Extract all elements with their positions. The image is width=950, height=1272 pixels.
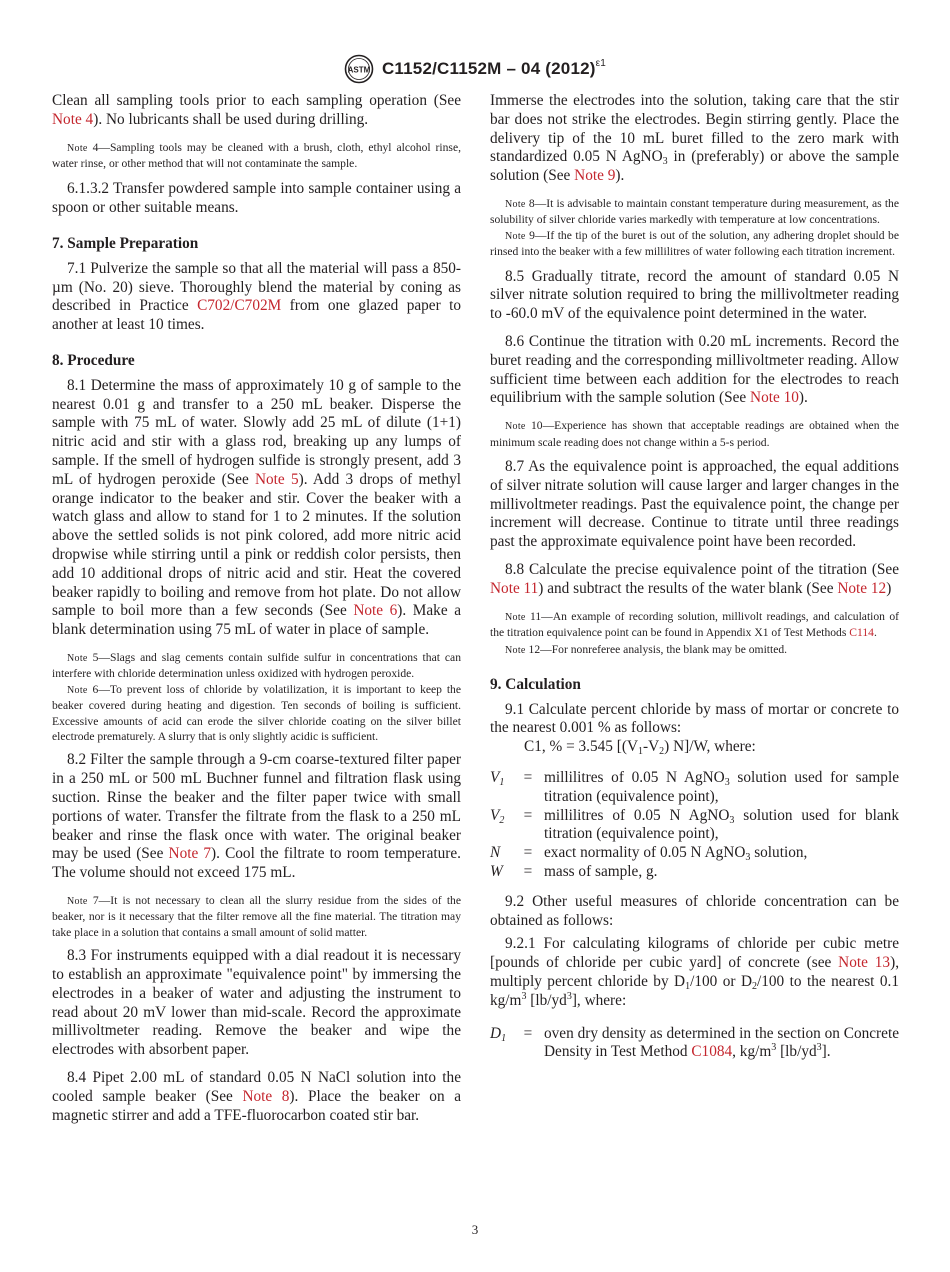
link-note-10[interactable]: Note 10 <box>750 389 799 407</box>
chloride-formula: C1, % = 3.545 [$(V_1-V_2)$ N]/W, where: <box>524 738 756 758</box>
link-note-7[interactable]: Note 7 <box>168 845 212 863</box>
standard-designation: C1152/C1152M – 04 $(2012)^{\varepsilon 1}$ <box>381 58 607 78</box>
paragraph-8-3: 8.3 For instruments equipped with a dial readout it is necessary to establish an approximate "equivalence point" by immersing the electrodes in a beaker of water and adjusting the instrument to read about 20 mV lower than mid-scale. Record the approximate millivoltmeter reading. Remove the beaker and wipe the electrodes with absorbent paper. <box>52 947 461 1059</box>
link-c702[interactable]: C702/C702M <box>197 297 282 315</box>
link-note-6[interactable]: Note 6 <box>353 602 398 620</box>
paragraph-9-1: 9.1 Calculate percent chloride by mass of mortar or concrete to the nearest 0.001 % as follows: <box>490 700 899 737</box>
link-note-13[interactable]: Note 13 <box>838 954 891 972</box>
link-c1084[interactable]: C1084 <box>691 1043 733 1061</box>
link-c114[interactable]: C114 <box>849 625 874 639</box>
svg-text:ASTM: ASTM <box>347 65 371 75</box>
left-column <box>52 92 461 1125</box>
link-note-4[interactable]: Note 4 <box>52 110 94 128</box>
section-heading-8: 8. Procedure <box>52 351 135 369</box>
definition-row: $D_1$ = oven dry density as determined in the section on Concrete Density in Test Method C1084, $kg/m^3$ $[lb/yd^3]$. <box>490 1024 899 1061</box>
note-12: Note 12—For nonreferee analysis, the blank may be omitted. <box>505 643 788 657</box>
link-note-12[interactable]: Note 12 <box>837 579 887 597</box>
section-heading-9: 9. Calculation <box>490 675 581 693</box>
epsilon-superscript: ε1 <box>595 58 607 69</box>
paragraph-6-1-3-2: 6.1.3.2 Transfer powdered sample into sample container using a spoon or other suitable means. <box>52 180 461 217</box>
note-9: Note 9—If the tip of the buret is out of the solution, any adhering droplet should be rinsed into the beaker with a few millilitres of water following each titration increment. <box>490 228 899 259</box>
definition-row: W = mass of sample, g. <box>490 862 658 880</box>
link-note-9[interactable]: Note 9 <box>574 167 616 185</box>
paragraph-9-2-1: 9.2.1 For calculating kilograms of chloride per cubic metre [pounds of chloride per cubic yard] of concrete (see Note 13), multiply percent chloride by $D_1/100$ or $D_2/100$ to the nearest 0.1 $kg/m^3$ $[lb/yd^3]$, where: <box>490 935 900 1009</box>
paragraph-8-4-cont: Immerse the electrodes into the solution, taking care that the stir bar does not strike the electrodes. Begin stirring gently. Place the delivery tip of the 10 mL buret filled to the zero mark with standardized 0.05 N AgNO$_3$ in (preferably) or above the sample solution (See Note 9). <box>490 92 899 185</box>
right-column <box>490 92 899 1062</box>
paragraph-6-1-3-1-cont: Clean all sampling tools prior to each sampling operation (See Note 4). No lubricants shall be used during drilling. <box>52 92 461 128</box>
section-heading-7: 7. Sample Preparation <box>52 235 199 252</box>
paragraph-8-1: 8.1 Determine the mass of approximately 10 g of sample to the nearest 0.01 g and transfer to a 250 mL beaker. Disperse the sample with 75 mL of water. Slowly add 25 mL of dilute (1+1) nitric acid and stir with a glass rod, breaking up any lumps of sample. If the smell of hydrogen sulfide is strongly present, add 3 mL of hydrogen peroxide (See Note 5). Add 3 drops of methyl orange indicator to the beaker and stir. Cover the beaker with a watch glass and allow to stand for 1 to 2 minutes. If the solution above the settled solids is not pink colored, add more nitric acid dropwise while stirring until a pink or reddish color persists, then add 10 additional drops of nitric acid and stir. Heat the covered beaker rapidly to boiling and remove from hot plate. Do not allow sample to boil more than a few seconds (See Note 6). Make a blank determination using 75 mL of water in place of sample. <box>52 376 461 639</box>
variable-definitions <box>490 769 899 882</box>
definition-row: $V_2$ = millilitres of 0.05 N AgNO$_3$ solution used for blank titration (equivalence point), <box>490 806 899 843</box>
link-note-5[interactable]: Note 5 <box>254 470 299 488</box>
paragraph-8-4: 8.4 Pipet 2.00 mL of standard 0.05 N NaCl solution into the cooled sample beaker (See Note 8). Place the beaker on a magnetic stirrer and add a TFE-fluorocarbon coated stir bar. <box>52 1068 461 1124</box>
note-11: Note 11—An example of recording solution, millivolt readings, and calculation of the titration equivalence point can be found in Appendix X1 of Test Methods C114. <box>490 609 899 639</box>
definition-row: N = exact normality of 0.05 N AgNO$_3$ solution, <box>490 844 808 864</box>
page-number: 3 <box>471 1222 479 1237</box>
link-note-8[interactable]: Note 8 <box>242 1087 290 1105</box>
note-5: Note 5—Slags and slag cements contain sulfide sulfur in concentrations that can interfere with chloride determination unless oxidized with hydrogen peroxide. <box>52 650 461 681</box>
density-definition <box>490 1025 899 1063</box>
link-note-11[interactable]: Note 11 <box>490 579 539 597</box>
note-7: Note 7—It is not necessary to clean all the slurry residue from the sides of the beaker, nor is it necessary that the filter remove all the fine material. The titration may take place in a solution that contains a small amount of solid matter. <box>52 893 461 939</box>
paragraph-8-5: 8.5 Gradually titrate, record the amount of standard 0.05 N silver nitrate solution required to bring the millivoltmeter reading to -60.0 mV of the equivalence point determined in the water. <box>490 267 899 323</box>
paragraph-8-8: 8.8 Calculate the precise equivalence point of the titration (See Note 11) and subtract the results of the water blank (See Note 12) <box>490 560 899 597</box>
paragraph-9-2: 9.2 Other useful measures of chloride concentration can be obtained as follows: <box>490 892 899 929</box>
note-10: Note 10—Experience has shown that acceptable readings are obtained when the minimum scale reading does not change within a 5-s period. <box>490 419 899 449</box>
note-4: Note 4—Sampling tools may be cleaned with a brush, cloth, ethyl alcohol rinse, water rinse, or other method that will not contaminate the sample. <box>52 140 461 170</box>
astm-logo-icon <box>344 54 374 84</box>
page-header <box>0 54 950 84</box>
definition-row: $V_1$ = millilitres of 0.05 N AgNO$_3$ solution used for sample titration (equivalence point), <box>490 768 899 805</box>
paragraph-7-1: 7.1 Pulverize the sample so that all the material will pass a 850-µm (No. 20) sieve. Thoroughly blend the material by coning as described in Practice C702/C702M from one glazed paper to another at least 10 times. <box>52 259 461 334</box>
note-8: Note 8—It is advisable to maintain constant temperature during measurement, as the solubility of silver chloride varies markedly with temperature at low concentrations. <box>490 196 899 227</box>
paragraph-8-2: 8.2 Filter the sample through a 9-cm coarse-textured filter paper in a 250 mL or 500 mL Buchner funnel and filtration flask using suction. Rinse the beaker and the filter paper twice with small portions of water. Transfer the filtrate from the flask to a 250 mL beaker and rinse the flask once with water. The original beaker may be used (See Note 7). Cool the filtrate to room temperature. The volume should not exceed 175 mL. <box>52 751 461 882</box>
paragraph-8-7: 8.7 As the equivalence point is approached, the equal additions of silver nitrate solution will cause larger and larger changes in the millivoltmeter readings. Past the equivalence point, the change per increment will decrease. Continue to titrate until three readings past the approximate equivalence point have been recorded. <box>490 458 899 551</box>
paragraph-8-6: 8.6 Continue the titration with 0.20 mL increments. Record the buret reading and the corresponding millivoltmeter reading. Allow sufficient time between each addition for the electrodes to reach equilibrium with the sample solution (See Note 10). <box>490 333 899 407</box>
note-6: Note 6—To prevent loss of chloride by volatilization, it is important to keep the beaker covered during heating and digestion. Ten seconds of boiling is sufficient. Excessive amounts of acid can erode the silver chloride coating on the silver billet electrode prematurely. A slurry that is only slightly acidic is sufficient. <box>52 682 461 743</box>
